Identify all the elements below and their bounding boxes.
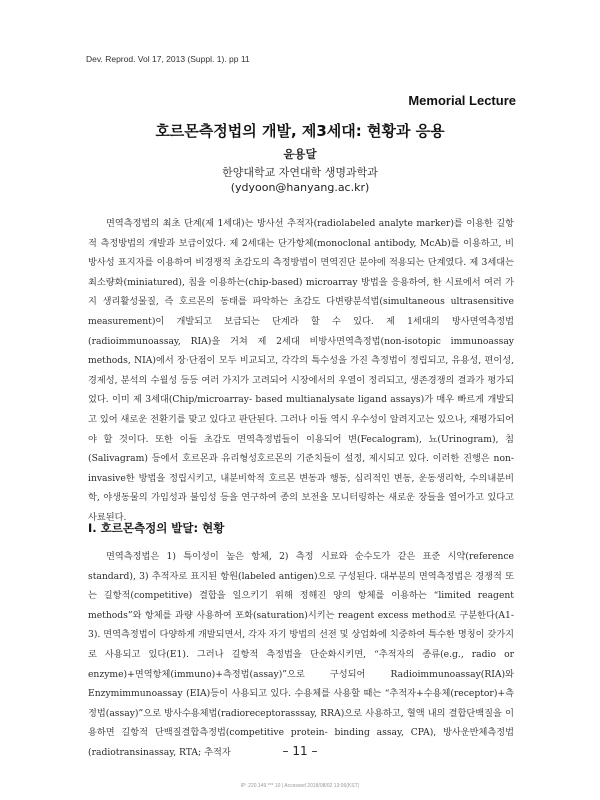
journal-reference: Dev. Reprod. Vol 17, 2013 (Suppl. 1). pp 11 bbox=[86, 54, 250, 64]
author-affiliation: 한양대학교 자연대학 생명과학과 bbox=[222, 166, 378, 179]
abstract-block bbox=[88, 214, 514, 528]
download-info: IP: 220.149.*** 10 | Accessed 2018/08/02 13:06(KST) bbox=[240, 783, 360, 789]
author-email: (ydyoon@hanyang.ac.kr) bbox=[230, 181, 370, 194]
page-number: – 11 – bbox=[282, 744, 318, 758]
body-text-block bbox=[88, 547, 514, 763]
abstract-paragraph: 면역측정법의 최초 단계(제 1세대)는 방사선 추적자(radiolabeled analyte marker)를 이용한 길항적 측정방법의 개발과 보급이었다. 제 2세대는 단가항체(monoclonal antibody, McAb)를 이용하고, 비방사성 표지자를 이용하여 비경쟁적 초감도의 측정방법이 면역진단 분야에 적용되는 단계였다. 제 3세대는 최소량화(miniatured), 칩을 이용하는(chip-based) microarray 방법을 응용하여, 한 시료에서 여러 가지 생리활성물질, 즉 호르몬의 동태를 파악하는 초감도 다변량분석법(simultaneous ultrasensitive measurement)이 개발되고 보급되는 단계라 할 수 있다. 제 1세대의 방사면역측정법(radioimmunoassay, RIA)을 거쳐 제 2세대 비방사면역측정법(non-isotopic immunoassay methods, NIA)에서 장·단점이 모두 비교되고, 각각의 특수성을 가진 측정법이 정립되고, 유용성, 편이성, 경제성, 분석의 수월성 등등 여러 가지가 고려되어 시장에서의 우열이 정리되고, 생존경쟁의 결과가 평가되었다. 이미 제 3세대(Chip/microarray- based multianalysate ligand assays)가 매우 빠르게 개발되고 있어 새로운 전환기를 맞고 있다고 판단된다. 그러나 이들 역시 우수성이 알려지고는 있으나, 재평가되어야 할 것이다. 또한 이들 초감도 면역측정법들이 이용되어 변(Fecalogram), 뇨(Urinogram), 침(Salivagram) 등에서 호르몬과 유리형성호르몬의 기준치들이 설정, 제시되고 있다. 이러한 진행은 non-invasive한 방법을 정립시키고, 내분비학적 호르몬 변동과 행동, 심리적인 변동, 운동생리학, 수의내분비학, 야생동물의 가임성과 불임성 등을 연구하여 종의 보전을 모니터링하는 새로운 장들을 열어가고 있다고 사료된다. bbox=[88, 218, 514, 523]
lecture-type-label: Memorial Lecture bbox=[408, 93, 516, 108]
section-heading: Ⅰ. 호르몬측정의 발달: 현황 bbox=[88, 521, 225, 535]
article-title: 호르몬측정법의 개발, 제3세대: 현황과 응용 bbox=[155, 122, 445, 140]
author-name: 윤용달 bbox=[283, 147, 317, 161]
body-paragraph: 면역측정법은 1) 특이성이 높은 항체, 2) 측정 시료와 순수도가 같은 표준 시약(reference standard), 3) 추적자로 표지된 항원(labeled antigen)으로 구성된다. 대부분의 면역측정법은 경쟁적 또는 길항적(competitive) 결합을 일으키기 위해 정해진 양의 항체를 이용하는 “limited reagent methods”와 항체를 과량 사용하여 포화(saturation)시키는 reagent excess method로 구분한다(A1-3). 면역측정법이 다양하게 개발되면서, 각자 자기 방법의 선전 및 상업화에 치중하여 특수한 명칭이 갖가지로 사용되고 있다(E1). 그러나 길항적 측정법을 단순화시키면, “추적자의 종류(e.g., radio or enzyme)+면역항체(immuno)+측정법(assay)”으로 구성되어 Radioimmunoassay(RIA)와 Enzymimmunoassay (EIA)등이 사용되고 있다. 수용체를 사용할 때는 “추적자+수용체(receptor)+측정법(assay)”으로 방사수용체법(radioreceptorasssay, RRA)으로 사용하고, 혈액 내의 결합단백질을 이용하면 길항적 단백질결합측정법(competitive protein- binding assay, CPA), 방사운반체측정법(radiotransinassay, RTA; 추적자 bbox=[88, 551, 514, 758]
